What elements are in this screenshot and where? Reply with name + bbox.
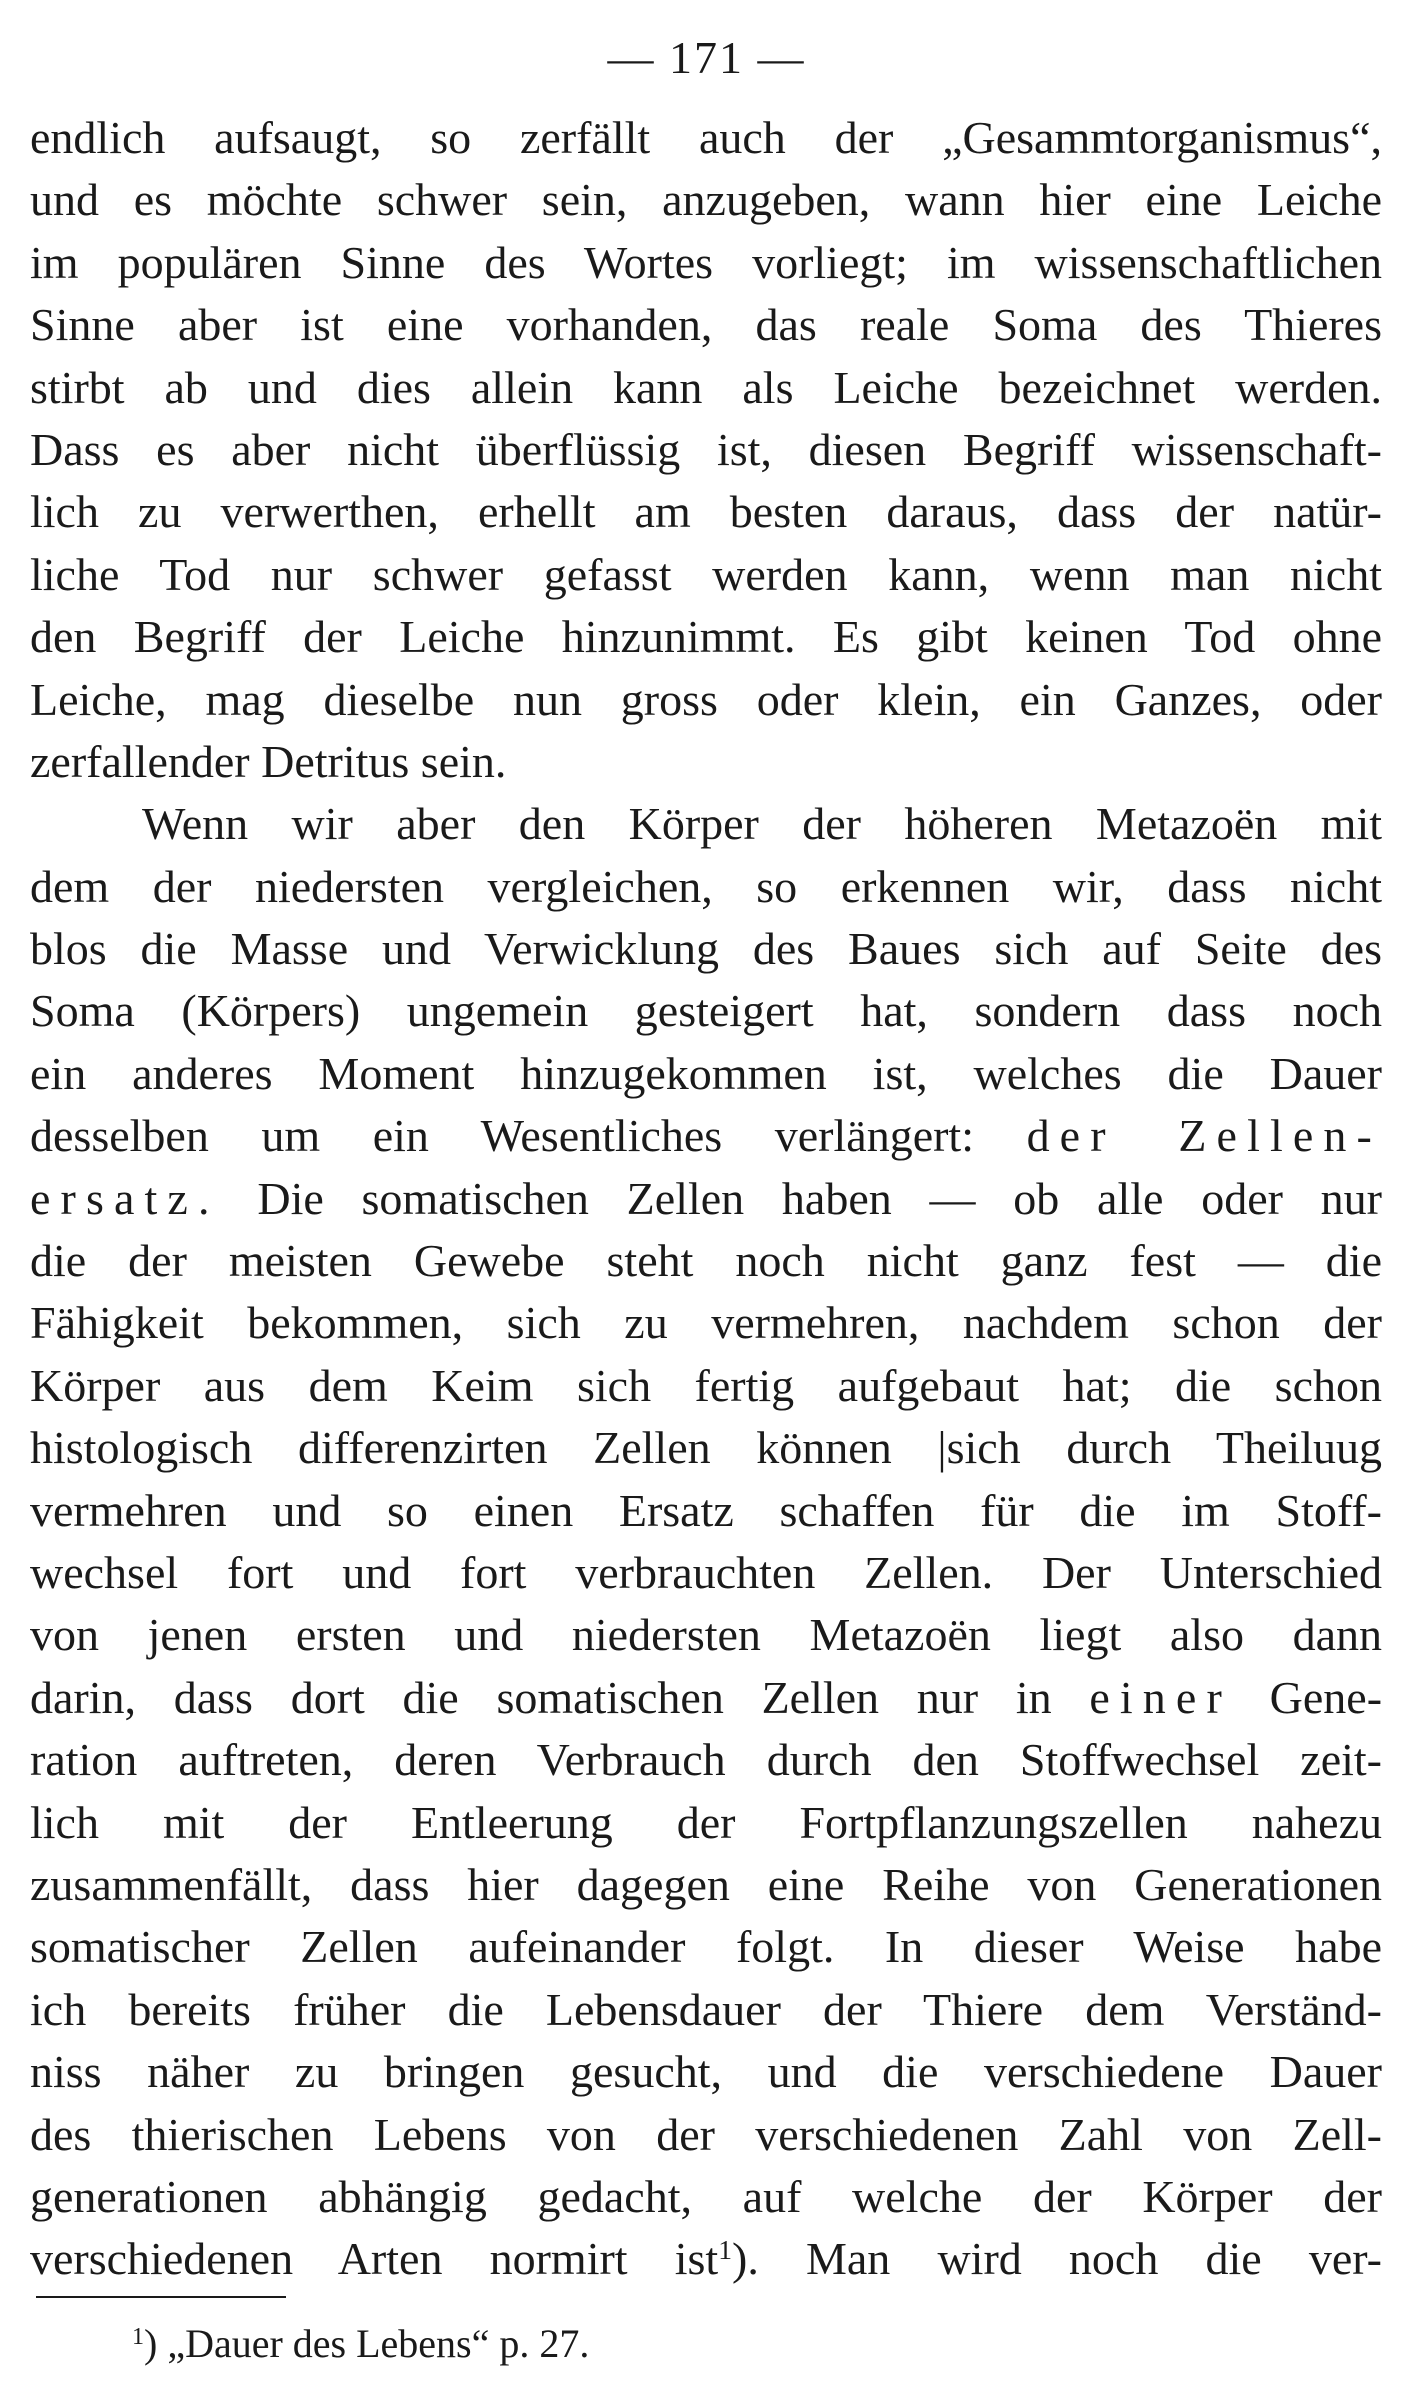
text-line: im populären Sinne des Wortes vorliegt; im wissenschaftlichen: [30, 236, 1382, 288]
text-line: endlich aufsaugt, so zerfällt auch der „Gesammtorganismus“,: [30, 112, 1382, 163]
text-line: Körper aus dem Keim sich fertig aufgebaut hat; die schon: [30, 1359, 1382, 1411]
text-line: die der meisten Gewebe steht noch nicht ganz fest — die: [30, 1235, 1382, 1287]
text-line: liche Tod nur schwer gefasst werden kann, wenn man nicht: [30, 548, 1382, 600]
text-line: Wenn wir aber den Körper der höheren Metazoën mit: [142, 798, 1382, 850]
text-line: den Begriff der Leiche hinzunimmt. Es gibt keinen Tod ohne: [30, 611, 1382, 663]
footnote-marker: 1: [132, 2323, 144, 2350]
text-line: Dass es aber nicht überflüssig ist, diesen Begriff wissenschaft-: [30, 423, 1382, 475]
text-line: stirbt ab und dies allein kann als Leiche bezeichnet werden.: [30, 361, 1382, 413]
text-line: generationen abhängig gedacht, auf welche der Körper der: [30, 2170, 1382, 2222]
text-segment: verschiedenen Arten normirt ist: [30, 2233, 719, 2285]
text-segment: darin, dass dort die somatischen Zellen nur in: [30, 1671, 1052, 1723]
text-line: [30, 1105, 1382, 1167]
text-line: ein anderes Moment hinzugekommen ist, welches die Dauer: [30, 1047, 1382, 1099]
text-line: [30, 1168, 1382, 1230]
footnote-divider: [36, 2296, 286, 2298]
text-line: Sinne aber ist eine vorhanden, das reale Soma des Thieres: [30, 299, 1382, 351]
footnote-text: ) „Dauer des Lebens“ p. 27.: [144, 2321, 590, 2366]
text-line: Fähigkeit bekommen, sich zu vermehren, nachdem schon der: [30, 1297, 1382, 1349]
text-line: und es möchte schwer sein, anzugeben, wann hier eine Leiche: [30, 174, 1382, 226]
spaced-emphasis: ersatz.: [30, 1172, 220, 1224]
text-line: [30, 2228, 1382, 2290]
footnote: [132, 2318, 589, 2370]
text-segment: Gene-: [1269, 1671, 1383, 1723]
text-line: [30, 1667, 1382, 1729]
spaced-emphasis: einer: [1089, 1671, 1232, 1723]
page-number: — 171 —: [607, 32, 806, 83]
text-line: dem der niedersten vergleichen, so erkennen wir, dass nicht: [30, 860, 1382, 912]
text-line: von jenen ersten und niedersten Metazoën liegt also dann: [30, 1609, 1382, 1661]
text-line: vermehren und so einen Ersatz schaffen für die im Stoff-: [30, 1484, 1382, 1536]
footnote-reference: 1: [718, 2234, 732, 2266]
text-line: Leiche, mag dieselbe nun gross oder klein, ein Ganzes, oder: [30, 673, 1382, 725]
text-line: blos die Masse und Verwicklung des Baues sich auf Seite des: [30, 923, 1382, 975]
text-line: lich zu verwerthen, erhellt am besten daraus, dass der natür-: [30, 486, 1382, 538]
text-line: histologisch differenzirten Zellen können |sich durch Theiluug: [30, 1422, 1382, 1474]
spaced-emphasis: der Zellen-: [1026, 1110, 1382, 1162]
text-line: niss näher zu bringen gesucht, und die verschiedene Dauer: [30, 2046, 1382, 2098]
text-line: ich bereits früher die Lebensdauer der Thiere dem Verständ-: [30, 1983, 1382, 2035]
text-segment: desselben um ein Wesentliches verlängert:: [30, 1110, 974, 1162]
text-line: wechsel fort und fort verbrauchten Zellen. Der Unterschied: [30, 1546, 1382, 1598]
text-line: zerfallender Detritus sein.: [30, 735, 507, 787]
text-line: lich mit der Entleerung der Fortpflanzungszellen nahezu: [30, 1796, 1382, 1848]
text-line: Soma (Körpers) ungemein gesteigert hat, sondern dass noch: [30, 985, 1382, 1037]
text-segment: Die somatischen Zellen haben — ob alle oder nur: [257, 1172, 1383, 1224]
text-line: des thierischen Lebens von der verschiedenen Zahl von Zell-: [30, 2108, 1382, 2160]
text-segment: ). Man wird noch die ver-: [732, 2233, 1382, 2285]
text-line: ration auftreten, deren Verbrauch durch den Stoffwechsel zeit-: [30, 1734, 1382, 1786]
body-text: [30, 107, 1382, 2291]
text-line: somatischer Zellen aufeinander folgt. In dieser Weise habe: [30, 1921, 1382, 1973]
text-line: zusammenfällt, dass hier dagegen eine Reihe von Generationen: [30, 1858, 1382, 1910]
